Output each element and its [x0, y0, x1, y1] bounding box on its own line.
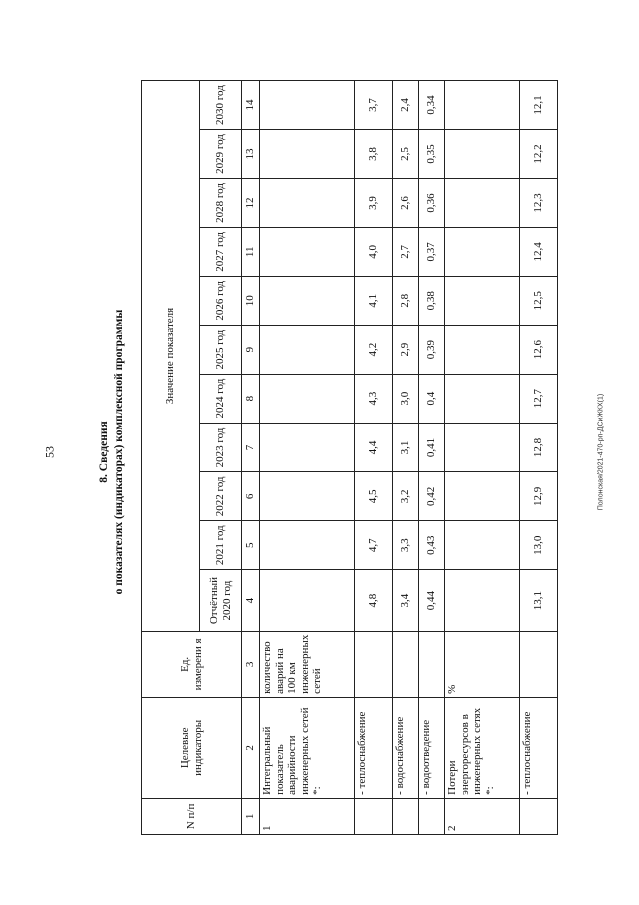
column-number: 1 — [242, 798, 260, 834]
indicators-table — [141, 80, 558, 835]
unit-cell — [355, 631, 393, 697]
section-title: 8. Сведения — [98, 421, 110, 483]
indicator-name: - водоотведение — [419, 697, 445, 798]
value-cell — [260, 178, 355, 227]
unit-cell: % — [445, 631, 520, 697]
indicator-name: Интегральный показатель аварийности инженерных сетей *: — [260, 697, 355, 798]
column-number: 8 — [242, 374, 260, 423]
header-base-year: Отчётный 2020 год — [200, 570, 242, 632]
value-cell — [260, 276, 355, 325]
row-number — [393, 798, 419, 834]
value-cell: 12,4 — [520, 227, 558, 276]
value-cell — [445, 81, 520, 130]
value-cell: 2,9 — [393, 325, 419, 374]
value-cell: 3,3 — [393, 521, 419, 570]
value-cell: 0,38 — [419, 276, 445, 325]
value-cell: 12,3 — [520, 178, 558, 227]
section-heading — [97, 310, 127, 595]
value-cell: 2,5 — [393, 130, 419, 179]
column-number: 10 — [242, 276, 260, 325]
unit-cell: количество аварий на 100 км инженерных сетей — [260, 631, 355, 697]
column-number: 6 — [242, 472, 260, 521]
value-cell: 0,37 — [419, 227, 445, 276]
column-number: 2 — [242, 697, 260, 798]
value-cell: 4,2 — [355, 325, 393, 374]
header-value-group: Значение показателя — [142, 81, 200, 632]
value-cell: 3,7 — [355, 81, 393, 130]
column-number: 12 — [242, 178, 260, 227]
document-code: Полонская/2021-470-рп-ДСиЖКХ(1) — [597, 393, 605, 511]
value-cell: 0,42 — [419, 472, 445, 521]
unit-cell — [419, 631, 445, 697]
value-cell: 0,36 — [419, 178, 445, 227]
value-cell — [260, 325, 355, 374]
column-number-row — [242, 81, 260, 835]
value-cell: 4,5 — [355, 472, 393, 521]
value-cell — [260, 570, 355, 632]
value-cell — [445, 570, 520, 632]
indicators-table-frame — [141, 80, 545, 835]
value-cell — [445, 276, 520, 325]
header-year: 2022 год — [200, 472, 242, 521]
value-cell — [260, 423, 355, 472]
header-year: 2021 год — [200, 521, 242, 570]
value-cell: 13,0 — [520, 521, 558, 570]
value-cell: 12,5 — [520, 276, 558, 325]
indicators-table-rotated — [141, 80, 545, 835]
column-number: 11 — [242, 227, 260, 276]
indicator-name: - теплоснабжение — [520, 697, 558, 798]
value-cell: 3,0 — [393, 374, 419, 423]
indicator-name: - теплоснабжение — [355, 697, 393, 798]
value-cell: 12,2 — [520, 130, 558, 179]
column-number: 13 — [242, 130, 260, 179]
value-cell: 4,3 — [355, 374, 393, 423]
value-cell — [260, 472, 355, 521]
column-number: 5 — [242, 521, 260, 570]
value-cell — [445, 472, 520, 521]
value-cell: 3,4 — [393, 570, 419, 632]
value-cell: 4,4 — [355, 423, 393, 472]
value-cell: 0,34 — [419, 81, 445, 130]
header-year: 2023 год — [200, 423, 242, 472]
header-n: N п/п — [142, 798, 242, 834]
value-cell: 0,35 — [419, 130, 445, 179]
header-year: 2029 год — [200, 130, 242, 179]
value-cell: 4,7 — [355, 521, 393, 570]
header-year: 2028 год — [200, 178, 242, 227]
value-cell — [445, 423, 520, 472]
value-cell: 0,43 — [419, 521, 445, 570]
value-cell: 12,8 — [520, 423, 558, 472]
table-row — [445, 81, 520, 835]
value-cell — [445, 521, 520, 570]
value-cell: 0,44 — [419, 570, 445, 632]
table-row — [355, 81, 393, 835]
value-cell: 4,0 — [355, 227, 393, 276]
header-unit: Ед. измерени я — [142, 631, 242, 697]
indicator-name: - водоснабжение — [393, 697, 419, 798]
value-cell — [445, 227, 520, 276]
value-cell: 2,6 — [393, 178, 419, 227]
unit-cell — [393, 631, 419, 697]
column-number: 14 — [242, 81, 260, 130]
row-number — [419, 798, 445, 834]
indicator-name: Потери энергоресурсов в инженерных сетях *: — [445, 697, 520, 798]
column-number: 9 — [242, 325, 260, 374]
value-cell: 3,8 — [355, 130, 393, 179]
value-cell: 3,1 — [393, 423, 419, 472]
page-number: 53 — [42, 446, 57, 458]
value-cell: 0,4 — [419, 374, 445, 423]
row-number: 2 — [445, 798, 520, 834]
value-cell: 0,41 — [419, 423, 445, 472]
value-cell: 12,1 — [520, 81, 558, 130]
header-indicator: Целевые индикаторы — [142, 697, 242, 798]
value-cell: 3,9 — [355, 178, 393, 227]
value-cell — [260, 130, 355, 179]
value-cell — [445, 374, 520, 423]
value-cell — [445, 178, 520, 227]
column-number: 7 — [242, 423, 260, 472]
value-cell — [445, 325, 520, 374]
value-cell: 2,4 — [393, 81, 419, 130]
header-year: 2027 год — [200, 227, 242, 276]
row-number — [520, 798, 558, 834]
table-row — [260, 81, 355, 835]
section-subtitle: о показателях (индикаторах) комплексной программы — [113, 309, 125, 595]
header-year: 2030 год — [200, 81, 242, 130]
value-cell — [260, 374, 355, 423]
value-cell: 0,39 — [419, 325, 445, 374]
row-number — [355, 798, 393, 834]
value-cell: 12,6 — [520, 325, 558, 374]
row-number: 1 — [260, 798, 355, 834]
unit-cell — [520, 631, 558, 697]
table-row — [520, 81, 558, 835]
value-cell — [260, 81, 355, 130]
value-cell: 4,8 — [355, 570, 393, 632]
value-cell — [445, 130, 520, 179]
value-cell: 2,7 — [393, 227, 419, 276]
column-number: 4 — [242, 570, 260, 632]
value-cell: 4,1 — [355, 276, 393, 325]
value-cell — [260, 227, 355, 276]
header-year: 2026 год — [200, 276, 242, 325]
value-cell — [260, 521, 355, 570]
value-cell: 12,7 — [520, 374, 558, 423]
value-cell: 12,9 — [520, 472, 558, 521]
value-cell: 3,2 — [393, 472, 419, 521]
header-year: 2025 год — [200, 325, 242, 374]
table-row — [419, 81, 445, 835]
value-cell: 13,1 — [520, 570, 558, 632]
header-year: 2024 год — [200, 374, 242, 423]
column-number: 3 — [242, 631, 260, 697]
value-cell: 2,8 — [393, 276, 419, 325]
table-row — [393, 81, 419, 835]
